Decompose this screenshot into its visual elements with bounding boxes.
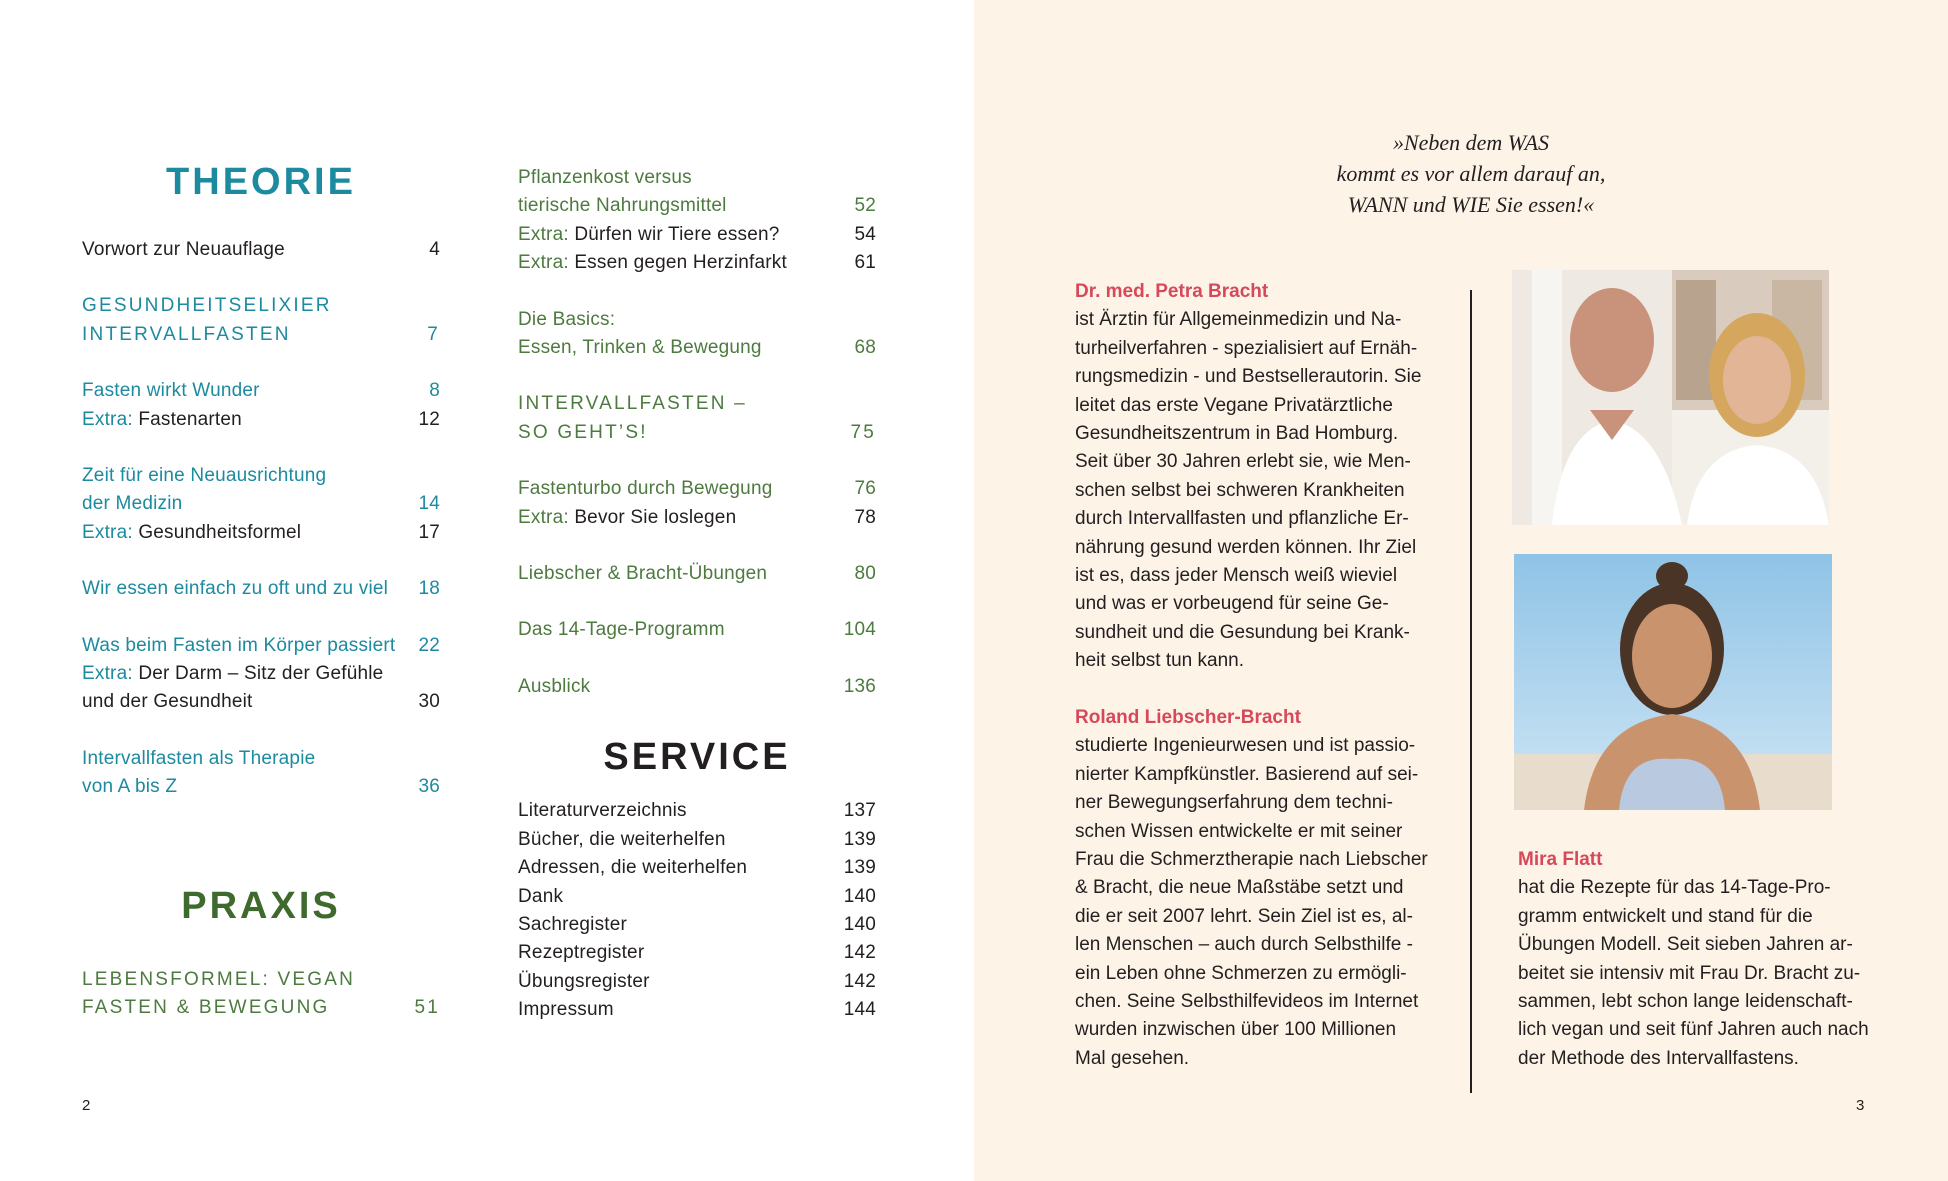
toc-entry[interactable]: Übungsregister 142 <box>518 970 876 992</box>
bio-text: studierte Ingenieurwesen und ist passio- nierter Kampfkünstler. Basierend auf sei- ner Bewegungserfahrung dem techni- schen Wissen entwickelte er mit seiner Frau die Schmerztherapie nach Liebscher & Bracht, die neue Maßstäbe setzt und die er seit 2007 lehrt. Sein Ziel ist es, al- len Menschen – auch durch Selbsthilfe - ein Leben ohne Schmerzen zu ermögli- chen. Seine Selbsthilfevideos im Internet wurden inzwischen über 100 Millionen Mal gesehen. <box>1075 735 1428 1069</box>
pull-quote: »Neben dem WAS kommt es vor allem darauf an, WANN und WIE Sie essen!« <box>1336 130 1606 217</box>
bio-mira-flatt <box>1518 846 1888 1073</box>
toc-entry[interactable]: Impressum 144 <box>518 999 876 1021</box>
divider-line <box>1470 290 1472 1093</box>
toc-entry[interactable]: Die Basics: Essen, Trinken & Bewegung 68 <box>518 308 876 359</box>
bio-petra-bracht <box>1075 278 1435 676</box>
toc-entry[interactable]: INTERVALLFASTEN – SO GEHT’S! 75 <box>518 393 876 443</box>
toc-entry[interactable]: Liebscher & Bracht-Übungen 80 <box>518 563 876 585</box>
toc-entry[interactable]: Vorwort zur Neuauflage 4 <box>82 239 440 260</box>
toc-entry[interactable]: Literaturverzeichnis 137 <box>518 800 876 822</box>
bio-name: Mira Flatt <box>1518 849 1603 870</box>
toc-entry[interactable]: Ausblick 136 <box>518 675 876 697</box>
theorie-heading: THEORIE <box>166 161 356 203</box>
service-list <box>518 797 876 1024</box>
bio-roland-liebscher-bracht <box>1075 704 1445 1073</box>
toc-entry[interactable]: Rezeptregister 142 <box>518 942 876 964</box>
toc-entry[interactable]: Zeit für eine Neuausrichtung der Medizin 14 Extra: Gesundheitsformel 17 <box>82 465 440 543</box>
toc-entry[interactable]: Sachregister 140 <box>518 913 876 935</box>
toc-entry[interactable]: Intervallfasten als Therapie von A bis Z 36 <box>82 747 440 798</box>
bio-name: Dr. med. Petra Bracht <box>1075 281 1269 302</box>
toc-entry[interactable]: Wir essen einfach zu oft und zu viel 18 <box>82 578 440 600</box>
toc-entry[interactable]: Adressen, die weiterhelfen 139 <box>518 857 876 879</box>
toc-column-1 <box>82 160 440 1023</box>
toc-entry[interactable]: LEBENSFORMEL: VEGAN FASTEN & BEWEGUNG 51 <box>82 968 440 1019</box>
page-number-right: 3 <box>1856 1097 1865 1114</box>
page-number-left: 2 <box>82 1097 91 1114</box>
bio-text: hat die Rezepte für das 14-Tage-Pro- gramm entwickelt und stand für die Übungen Modell. Seit sieben Jahren ar- beitet sie intensiv mit Frau Dr. Bracht zu- sammen, lebt schon lange leidenschaft- lich vegan und seit fünf Jahren auch nach der Methode des Intervallfastens. <box>1518 877 1869 1069</box>
service-heading: SERVICE <box>603 736 791 779</box>
toc-entry[interactable]: Das 14-Tage-Programm 104 <box>518 619 876 641</box>
photo-mira-flatt <box>1514 554 1832 810</box>
toc-entry[interactable]: Dank 140 <box>518 885 876 907</box>
photo-couple-illustration <box>1512 270 1829 525</box>
toc-entry[interactable]: Fasten wirkt Wunder 8 Extra: Fastenarten 12 <box>82 380 440 430</box>
toc-entry[interactable]: GESUNDHEITSELIXIER INTERVALLFASTEN 7 <box>82 295 440 345</box>
toc-entry[interactable]: Was beim Fasten im Körper passiert 22 Extra: Der Darm – Sitz der Gefühle und der Gesundheit 30 <box>82 634 440 713</box>
toc-entry[interactable]: Pflanzenkost versus tierische Nahrungsmittel 52 Extra: Dürfen wir Tiere essen? 54 Extra: Essen gegen Herzinfarkt 61 <box>518 167 876 274</box>
photo-bracht-couple <box>1512 270 1829 525</box>
toc-entry[interactable]: Fastenturbo durch Bewegung 76 Extra: Bevor Sie loslegen 78 <box>518 478 876 528</box>
bio-text: ist Ärztin für Allgemeinmedizin und Na- turheilverfahren - spezialisiert auf Ernäh- rungsmedizin - und Bestsellerautorin. Sie leitet das erste Vegane Privatärztliche Gesundheitszentrum in Bad Homburg. Seit über 30 Jahren erlebt sie, wie Men- schen selbst bei schweren Krankheiten durch Intervallfasten und pflanzliche Er- nährung gesund werden können. Ihr Ziel ist es, dass jeder Mensch weiß wieviel und was er vorbeugend für seine Ge- sundheit und die Gesundung bei Krank- heit selbst tun kann. <box>1075 309 1422 672</box>
praxis-heading: PRAXIS <box>181 884 341 927</box>
photo-mira-illustration <box>1514 554 1832 810</box>
toc-entry[interactable]: Bücher, die weiterhelfen 139 <box>518 828 876 850</box>
bio-name: Roland Liebscher-Bracht <box>1075 707 1301 728</box>
toc-column-2 <box>518 164 876 1025</box>
